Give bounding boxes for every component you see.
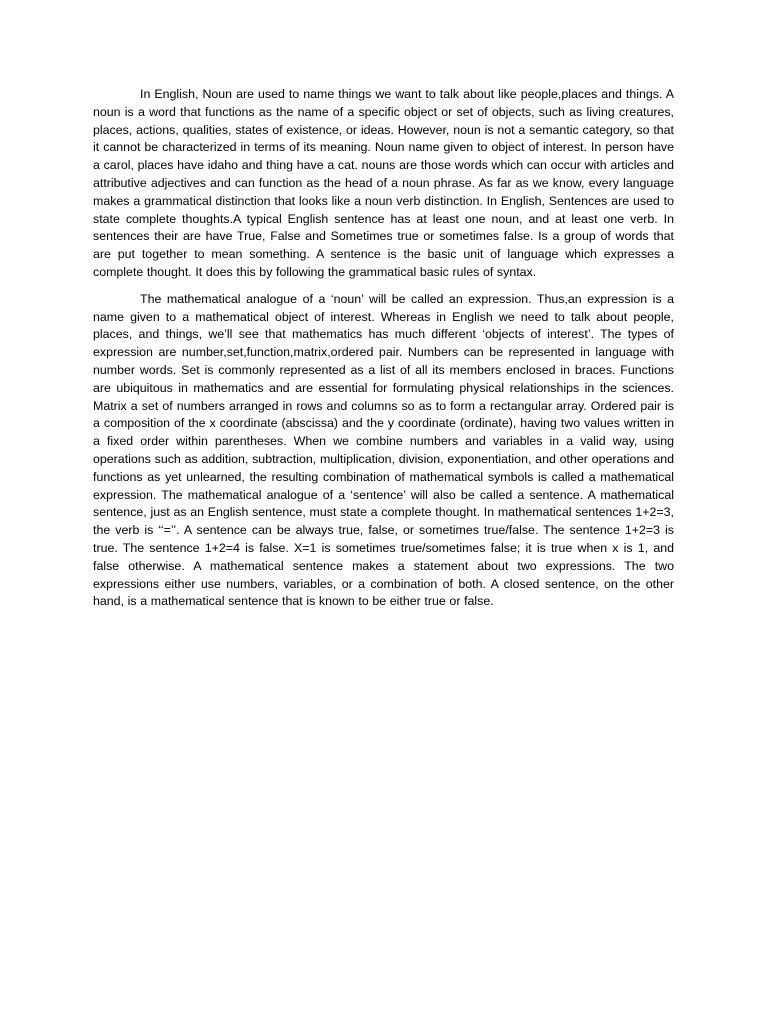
document-body xyxy=(93,86,674,620)
paragraph-mathematical-expressions-sentences: The mathematical analogue of a ‘noun’ will be called an expression. Thus,an expression is a name given to a mathematical object of interest. Whereas in English we need to talk about people, places, and things, we’ll see that mathematics has much different ‘objects of interest’. The types of expression are number,set,function,matrix,ordered pair. Numbers can be represented in language with number words. Set is commonly represented as a list of all its members enclosed in braces. Functions are ubiquitous in mathematics and are essential for formulating physical relationships in the sciences. Matrix a set of numbers arranged in rows and columns so as to form a rectangular array. Ordered pair is a composition of the x coordinate (abscissa) and the y coordinate (ordinate), having two values written in a fixed order within parentheses. When we combine numbers and variables in a valid way, using operations such as addition, subtraction, multiplication, division, exponentiation, and other operations and functions as yet unlearned, the resulting combination of mathematical symbols is called a mathematical expression. The mathematical analogue of a ‘sentence’ will also be called a sentence. A mathematical sentence, just as an English sentence, must state a complete thought. In mathematical sentences 1+2=3, the verb is ‘‘=’’. A sentence can be always true, false, or sometimes true/false. The sentence 1+2=3 is true. The sentence 1+2=4 is false. X=1 is sometimes true/sometimes false; it is true when x is 1, and false otherwise. A mathematical sentence makes a statement about two expressions. The two expressions either use numbers, variables, or a combination of both. A closed sentence, on the other hand, is a mathematical sentence that is known to be either true or false. xyxy=(93,291,674,609)
paragraph-english-nouns-sentences: In English, Noun are used to name things we want to talk about like people,places and things. A noun is a word that functions as the name of a specific object or set of objects, such as living creatures, places, actions, qualities, states of existence, or ideas. However, noun is not a semantic category, so that it cannot be characterized in terms of its meaning. Noun name given to object of interest. In person have a carol, places have idaho and thing have a cat. nouns are those words which can occur with articles and attributive adjectives and can function as the head of a noun phrase. As far as we know, every language makes a grammatical distinction that looks like a noun verb distinction. In English, Sentences are used to state complete thoughts.A typical English sentence has at least one noun, and at least one verb. In sentences their are have True, False and Sometimes true or sometimes false. Is a group of words that are put together to mean something. A sentence is the basic unit of language which expresses a complete thought. It does this by following the grammatical basic rules of syntax. xyxy=(93,87,674,279)
